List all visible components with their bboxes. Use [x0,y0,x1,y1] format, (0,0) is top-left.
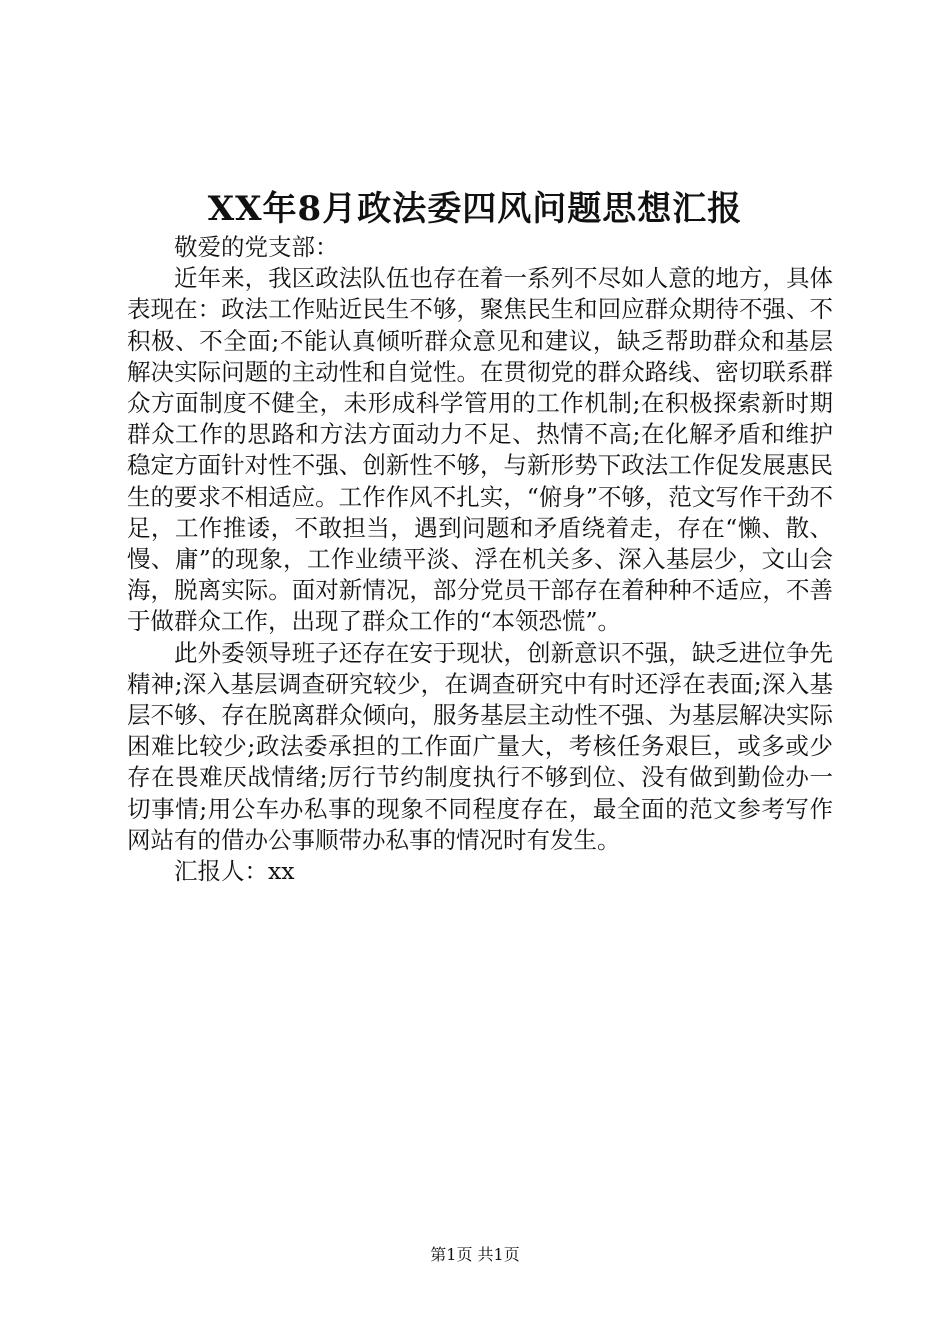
signature: 汇报人：xx [174,857,295,886]
body-paragraph: 近年来，我区政法队伍也存在着一系列不尽如人意的地方，具体表现在：政法工作贴近民生不够，聚焦民生和回应群众期待不强、不积极、不全面;不能认真倾听群众意见和建议，缺乏帮助群众和基层解决实际问题的主动性和自觉性。在贯彻党的群众路线、密切联系群众方面制度不健全，未形成科学管用的工作机制;在积极探索新时期群众工作的思路和方法方面动力不足、热情不高;在化解矛盾和维护稳定方面针对性不强、创新性不够，与新形势下政法工作促发展惠民生的要求不相适应。工作作风不扎实，“俯身”不够，范文写作干劲不足，工作推诿，不敢担当，遇到问题和矛盾绕着走，存在“懒、散、慢、庸”的现象，工作业绩平淡、浮在机关多、深入基层少，文山会海，脱离实际。面对新情况，部分党员干部存在着种种不适应，不善于做群众工作，出现了群众工作的“本领恐慌”。 [127,264,833,636]
page-footer: 第1页 共1页 [430,1245,520,1264]
body-paragraph: 此外委领导班子还存在安于现状，创新意识不强，缺乏进位争先精神;深入基层调查研究较少，在调查研究中有时还浮在表面;深入基层不够、存在脱离群众倾向，服务基层主动性不强、为基层解决实际困难比较少;政法委承担的工作面广量大，考核任务艰巨，或多或少存在畏难厌战情绪;厉行节约制度执行不够到位、没有做到勤俭办一切事情;用公车办私事的现象不同程度存在，最全面的范文参考写作网站有的借办公事顺带办私事的情况时有发生。 [127,638,833,854]
document-body [127,232,833,887]
salutation: 敬爱的党支部： [174,233,339,261]
document-title: XX年8月政法委四风问题思想汇报 [207,189,743,229]
